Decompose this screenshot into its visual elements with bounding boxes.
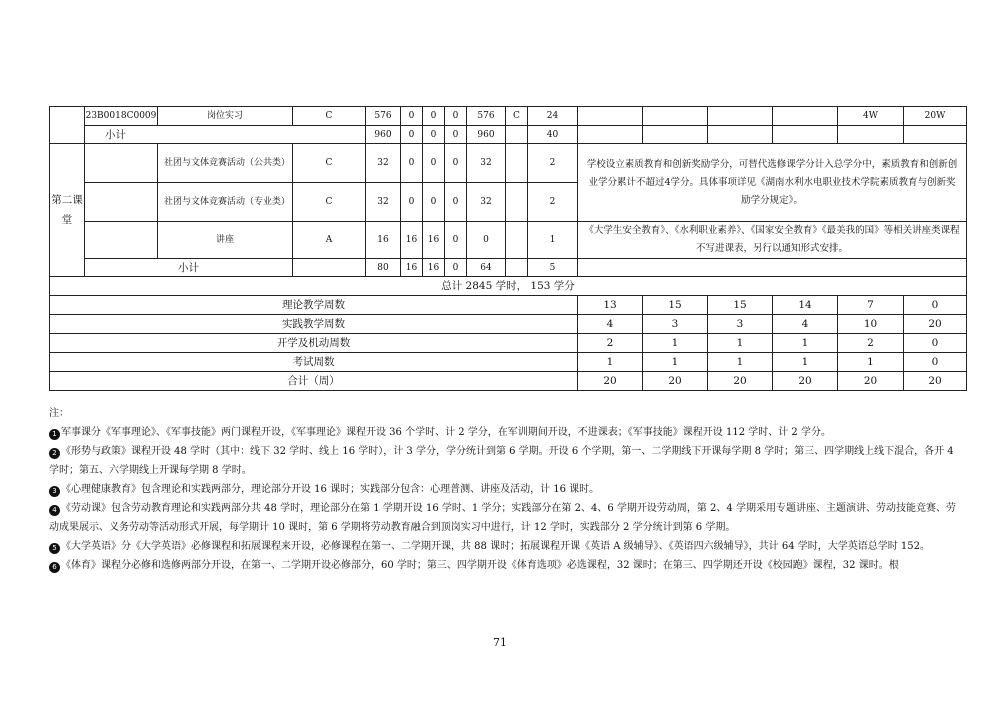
credits: 2 [528,183,578,222]
hours-cell: 0 [445,183,467,222]
semester-cell [773,126,838,144]
total-hours: 80 [366,259,401,277]
practice-hours: 32 [467,183,506,222]
course-name: 社团与文体竞赛活动（专业类） [158,183,293,222]
hours-cell: 0 [445,259,467,277]
note-number-icon: 6 [49,562,60,573]
table-row [50,144,967,183]
practice-hours: 0 [467,222,506,259]
note-text: 《形势与政策》课程开设 48 学时（其中：线下 32 学时、线上 16 学时），计 3 学分，学分统计到第 6 学期。开设 6 个学期，第一、二学期线下开课每学期 8 学时；第三、四学期线上线下混合，各开 4 学时；第五、六学期线上开课每学期 8 学时。 [49,446,954,476]
week-value: 0 [904,296,967,315]
subtotal-label: 小计 [85,259,293,277]
course-code: 23B0018C0009 [85,107,158,126]
total-hours: 16 [366,222,401,259]
semester-cell [708,107,773,126]
note-item [49,537,959,556]
week-value: 1 [708,353,773,372]
hours-cell: 16 [401,259,423,277]
course-type: C [293,144,366,183]
weeks-label: 理论教学周数 [50,296,578,315]
subtotal-row [50,259,967,277]
course-name: 讲座 [158,222,293,259]
hours-cell: 0 [401,183,423,222]
hours-cell: 0 [445,107,467,126]
practice-hours: 576 [467,107,506,126]
week-value: 20 [904,315,967,334]
weeks-row [50,353,967,372]
semester-cell [578,126,643,144]
week-value: 20 [904,372,967,391]
course-code [85,183,158,222]
weeks-label: 实践教学周数 [50,315,578,334]
hours-cell: 16 [423,259,445,277]
week-value: 1 [838,353,904,372]
hours-cell: 0 [445,144,467,183]
lectures-note: 《大学生安全教育》、《水利职业素养》、《国家安全教育》《最美我的国》等相关讲座类课程不写进课表，另行以通知形式安排。 [578,222,967,259]
week-value: 2 [838,334,904,353]
exam-type [506,222,528,259]
week-value: 1 [578,353,643,372]
week-value: 3 [708,315,773,334]
course-code [85,222,158,259]
total-hours: 960 [366,126,401,144]
category-cell [50,107,85,144]
week-value: 4 [578,315,643,334]
semester-cell [708,126,773,144]
hours-cell: 0 [401,126,423,144]
week-value: 20 [773,372,838,391]
week-value: 10 [838,315,904,334]
week-value: 20 [578,372,643,391]
credits: 24 [528,107,578,126]
practice-hours: 960 [467,126,506,144]
note-number-icon: 2 [49,448,60,459]
course-type: A [293,222,366,259]
week-value: 1 [643,353,708,372]
semester-cell [643,107,708,126]
course-type: C [293,107,366,126]
week-value: 15 [643,296,708,315]
note-text: 《体育》课程分必修和选修两部分开设，在第一、二学期开设必修部分，60 学时；第三、四学期开设《体育选项》必选课程，32 课时；在第三、四学期还开设《校园跑》课程，32 课时。根 [61,560,899,571]
exam-type: C [506,107,528,126]
week-value: 20 [838,372,904,391]
page-number: 71 [493,636,507,649]
week-value: 0 [904,334,967,353]
subtotal-label: 小计 [85,126,366,144]
semester-cell [578,107,643,126]
note-text: 军事课分《军事理论》、《军事技能》两门课程开设，《军事理论》课程开设 36 个学时、计 2 学分，在军训期间开设，不进课表；《军事技能》课程开设 112 学时、计 2 学分。 [61,427,831,438]
notes-title: 注： [49,408,69,419]
note-number-icon: 3 [49,486,60,497]
exam-type [506,126,528,144]
hours-cell: 0 [423,126,445,144]
semester-5-cell: 4W [838,107,904,126]
week-value: 3 [643,315,708,334]
semester-cell [773,107,838,126]
exam-type [506,183,528,222]
note-item [49,499,959,537]
credits: 2 [528,144,578,183]
credits: 1 [528,222,578,259]
weeks-row [50,315,967,334]
exam-type [506,259,528,277]
total-hours: 576 [366,107,401,126]
week-value: 14 [773,296,838,315]
semester-cell [643,126,708,144]
week-value: 13 [578,296,643,315]
note-item [49,556,959,575]
week-value: 2 [578,334,643,353]
note-item [49,480,959,499]
note-number-icon: 5 [49,543,60,554]
table-row [50,107,967,126]
week-value: 1 [773,353,838,372]
course-type [293,259,366,277]
week-value: 4 [773,315,838,334]
note-text: 《大学英语》分《大学英语》必修课程和拓展课程来开设，必修课程在第一、二学期开课，共 88 课时；拓展课程开课《英语 A 级辅导》、《英语四六级辅导》，共计 64 学时，大学英语总学时 152。 [61,541,931,552]
week-value: 15 [708,296,773,315]
note-item [49,423,959,442]
week-value: 20 [643,372,708,391]
hours-cell: 0 [401,107,423,126]
note-text: 《心理健康教育》包含理论和实践两部分，理论部分开设 16 课时；实践部分包含：心理普测、讲座及活动，计 16 课时。 [61,484,600,495]
exam-type [506,144,528,183]
grand-total: 总计 2845 学时， 153 学分 [50,277,967,296]
week-value: 1 [773,334,838,353]
semester-cell [904,126,967,144]
hours-cell: 0 [445,126,467,144]
hours-cell: 0 [423,183,445,222]
grand-total-row [50,277,967,296]
hours-cell: 0 [423,144,445,183]
table-row [50,222,967,259]
practice-hours: 32 [467,144,506,183]
note-text: 《劳动课》包含劳动教育理论和实践两部分共 48 学时，理论部分在第 1 学期开设 16 学时、1 学分；实践部分在第 2、4、6 学期开设劳动周，第 2、4 学期采用专题讲座、主题演讲、劳动技能竞赛、劳动成果展示、义务劳动等活动形式开展，每学期计 10 课时，第 6 学期将劳动教育融合到顶岗实习中进行，计 12 学时，实践部分 2 学分统计到第 6 学期。 [49,503,956,533]
activities-note: 学校设立素质教育和创新奖励学分，可替代选修课学分计入总学分中，素质教育和创新创业学分累计不超过4学分。具体事项详见《湖南水利水电职业技术学院素质教育与创新奖励学分规定》。 [578,144,967,222]
week-value: 7 [838,296,904,315]
course-name: 社团与文体竞赛活动（公共类） [158,144,293,183]
week-value: 0 [904,353,967,372]
weeks-label: 考试周数 [50,353,578,372]
subtotal-row [50,126,967,144]
course-code [85,144,158,183]
weeks-label: 开学及机动周数 [50,334,578,353]
note-number-icon: 1 [49,429,60,440]
weeks-label: 合计（周） [50,372,578,391]
note-number-icon: 4 [49,505,60,516]
total-hours: 32 [366,183,401,222]
course-plan-table [49,106,967,391]
course-type: C [293,183,366,222]
course-name: 岗位实习 [158,107,293,126]
hours-cell: 16 [401,222,423,259]
credits: 40 [528,126,578,144]
hours-cell: 16 [423,222,445,259]
week-value: 1 [643,334,708,353]
semester-6-cell: 20W [904,107,967,126]
hours-cell: 0 [445,222,467,259]
week-value: 1 [708,334,773,353]
week-value: 20 [708,372,773,391]
semester-cell [838,126,904,144]
practice-hours: 64 [467,259,506,277]
weeks-row [50,296,967,315]
weeks-row [50,372,967,391]
total-hours: 32 [366,144,401,183]
second-class-label: 第二课堂 [50,144,85,277]
hours-cell: 0 [423,107,445,126]
credits: 5 [528,259,578,277]
semester-cell [578,259,967,277]
note-item [49,442,959,480]
notes-section [49,404,959,575]
hours-cell: 0 [401,144,423,183]
weeks-row [50,334,967,353]
